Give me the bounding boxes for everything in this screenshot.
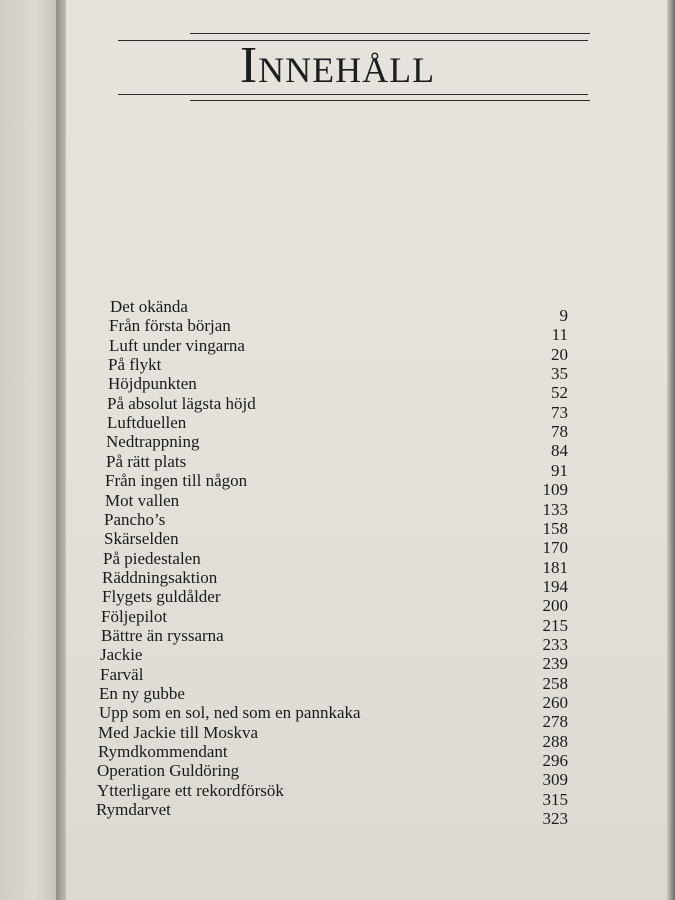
page-title: Innehåll [239, 37, 436, 94]
chapter-title: Flygets guldålder [102, 587, 221, 606]
bottom-rule-upper [118, 94, 588, 95]
page-number: 73 [551, 403, 568, 422]
chapter-title: Upp som en sol, ned som en pannkaka [99, 703, 361, 722]
chapter-title: Nedtrappning [106, 432, 200, 451]
chapter-title: Pancho’s [104, 510, 166, 529]
page-number: 181 [542, 558, 568, 577]
book-cover-edge [667, 0, 675, 900]
bottom-rule [190, 100, 590, 101]
chapter-title: På absolut lägsta höjd [107, 394, 256, 413]
page-number: 91 [551, 461, 568, 480]
top-rule [190, 33, 590, 34]
page-number: 215 [542, 616, 568, 635]
page-number: 194 [542, 577, 568, 596]
page-number: 35 [551, 364, 568, 383]
chapter-title: Rymdkommendant [98, 742, 228, 761]
chapter-title: Skärselden [104, 529, 179, 548]
page-number: 315 [542, 790, 568, 809]
chapter-title: Följepilot [101, 607, 168, 626]
page-number: 288 [542, 732, 568, 751]
page-number: 258 [542, 674, 568, 693]
page-number: 20 [551, 345, 568, 364]
chapter-title: Höjdpunkten [108, 374, 197, 393]
page-number: 52 [551, 383, 568, 402]
chapter-title: Från ingen till någon [105, 471, 248, 490]
page-number: 84 [551, 441, 568, 460]
page-number: 323 [542, 809, 568, 828]
left-page-edge [0, 0, 62, 900]
page-number: 296 [542, 751, 568, 770]
chapter-title: Rymdarvet [96, 800, 171, 819]
chapter-title: På piedestalen [103, 549, 201, 568]
chapter-title: En ny gubbe [99, 684, 185, 703]
chapter-title: Farväl [100, 665, 144, 684]
chapter-title: Jackie [100, 645, 143, 664]
chapter-title: Från första början [109, 316, 231, 335]
chapter-title: Det okända [110, 297, 188, 316]
page-number: 309 [542, 770, 568, 789]
page-number: 260 [542, 693, 568, 712]
page-number: 170 [542, 538, 568, 557]
page-number: 9 [559, 306, 568, 325]
chapter-title: Mot vallen [105, 491, 180, 510]
chapter-title: Med Jackie till Moskva [98, 723, 259, 742]
page-number: 158 [542, 519, 568, 538]
page-number: 11 [551, 325, 568, 344]
page-number: 239 [542, 654, 568, 673]
chapter-title: Räddningsaktion [102, 568, 218, 587]
chapter-title: På rätt plats [106, 452, 187, 471]
page-number: 233 [542, 635, 568, 654]
chapter-title: Bättre än ryssarna [101, 626, 224, 645]
chapter-title: Luft under vingarna [109, 336, 245, 355]
chapter-title: Operation Guldöring [97, 761, 240, 780]
page-number: 200 [542, 596, 568, 615]
page-number: 78 [551, 422, 568, 441]
page-number: 109 [542, 480, 568, 499]
chapter-title: Ytterligare ett rekordförsök [97, 781, 284, 800]
page-number: 278 [542, 712, 568, 731]
chapter-title: Luftduellen [107, 413, 187, 432]
chapter-title: På flykt [108, 355, 162, 374]
page-number: 133 [542, 500, 568, 519]
